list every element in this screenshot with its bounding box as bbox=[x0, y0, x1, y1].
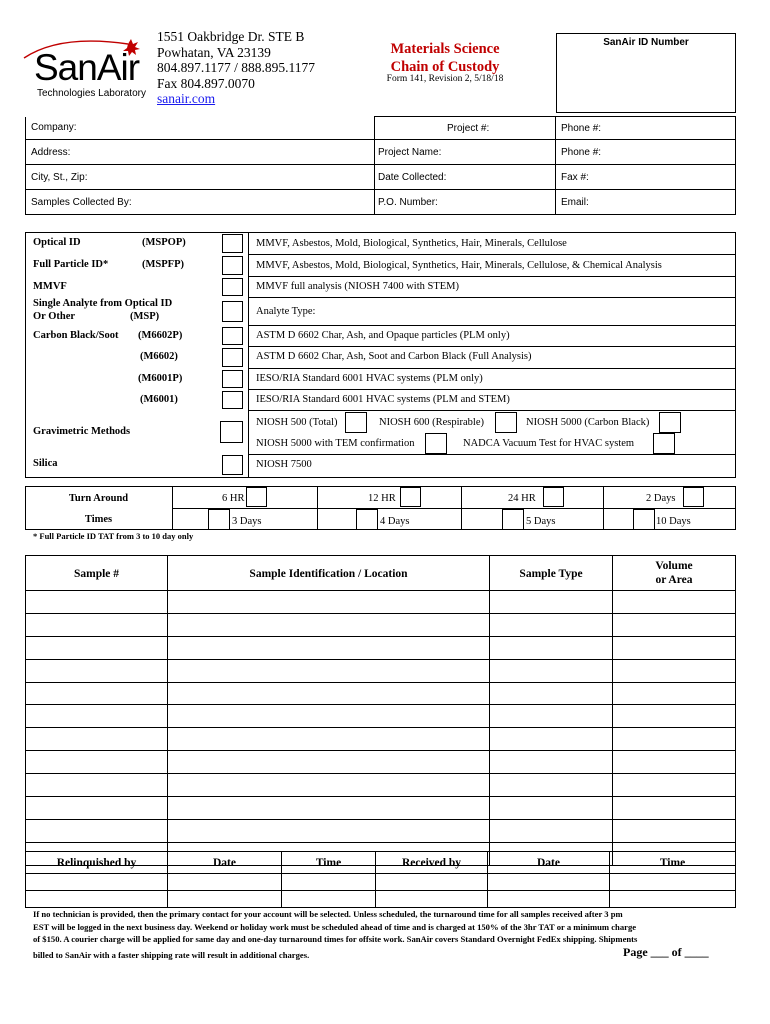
m6602p-code: (M6602P) bbox=[138, 330, 183, 341]
col-volume-line2: or Area bbox=[655, 574, 693, 586]
date1-header: Date bbox=[213, 856, 236, 869]
niosh600-label: NIOSH 600 (Respirable) bbox=[379, 417, 484, 428]
table-row[interactable] bbox=[26, 874, 736, 891]
row-line bbox=[248, 346, 736, 347]
lab-address bbox=[157, 29, 315, 107]
relinquished-by-header: Relinquished by bbox=[56, 856, 137, 869]
project-number-field[interactable]: Project #: bbox=[447, 122, 490, 134]
tat-6hr-checkbox[interactable] bbox=[246, 487, 267, 507]
tat-24hr-label: 24 HR bbox=[508, 493, 536, 504]
received-by-header: Received by bbox=[401, 856, 462, 869]
tat-3days-checkbox[interactable] bbox=[208, 509, 230, 530]
nadca-checkbox[interactable] bbox=[653, 433, 675, 454]
m6602-code: (M6602) bbox=[140, 351, 178, 362]
niosh5000tem-checkbox[interactable] bbox=[425, 433, 447, 454]
mmvf-label: MMVF bbox=[33, 281, 67, 292]
turnaround-label bbox=[25, 488, 172, 530]
mspfp-code: (MSPFP) bbox=[142, 259, 184, 270]
table-row[interactable] bbox=[26, 797, 736, 820]
nadca-label: NADCA Vacuum Test for HVAC system bbox=[463, 438, 635, 449]
footer-line1: If no technician is provided, then the primary contact for your account will be selected. Unless scheduled, the turnaround time for all samples received after 3 pm bbox=[33, 909, 623, 919]
phone-line: 804.897.1177 / 888.895.1177 bbox=[157, 60, 315, 75]
full-desc: MMVF, Asbestos, Mold, Biological, Synthetics, Hair, Minerals, Cellulose, & Chemical Analysis bbox=[256, 260, 662, 271]
tat-12hr-checkbox[interactable] bbox=[400, 487, 421, 507]
table-row[interactable] bbox=[26, 659, 736, 682]
samples-table bbox=[25, 555, 736, 866]
row-line bbox=[248, 389, 736, 390]
company-field[interactable]: Company: bbox=[31, 122, 77, 134]
mspop-code: (MSPOP) bbox=[142, 237, 186, 248]
fax-field[interactable]: Fax #: bbox=[561, 171, 589, 183]
sanair-id-box[interactable] bbox=[556, 33, 736, 113]
address-line1: 1551 Oakbridge Dr. STE B bbox=[157, 29, 305, 44]
niosh500-checkbox[interactable] bbox=[345, 412, 367, 433]
m6602-desc: ASTM D 6602 Char, Ash, Soot and Carbon Black (Full Analysis) bbox=[256, 351, 532, 362]
full-particle-checkbox[interactable] bbox=[222, 256, 243, 275]
m6001-checkbox[interactable] bbox=[222, 391, 243, 409]
row-line bbox=[248, 368, 736, 369]
optical-id-label: Optical ID bbox=[33, 237, 81, 248]
date2-header: Date bbox=[537, 856, 560, 869]
table-row[interactable] bbox=[26, 819, 736, 842]
tat-4days-checkbox[interactable] bbox=[356, 509, 378, 530]
logo-text: SanAir bbox=[34, 47, 140, 88]
tat-24hr-checkbox[interactable] bbox=[543, 487, 564, 507]
sanair-id-label: SanAir ID Number bbox=[603, 37, 689, 48]
project-name-field[interactable]: Project Name: bbox=[378, 146, 442, 158]
m6001-code: (M6001) bbox=[140, 394, 178, 405]
silica-label: Silica bbox=[33, 458, 58, 469]
m6001p-desc: IESO/RIA Standard 6001 HVAC systems (PLM only) bbox=[256, 373, 483, 384]
form-info: Form 141, Revision 2, 5/18/18 bbox=[386, 74, 504, 84]
table-row[interactable] bbox=[26, 591, 736, 614]
address-line2: Powhatan, VA 23139 bbox=[157, 44, 271, 60]
website-link[interactable]: sanair.com bbox=[157, 91, 216, 106]
table-row[interactable] bbox=[26, 751, 736, 774]
form-title bbox=[370, 40, 520, 76]
title-line1: Materials Science bbox=[390, 41, 500, 57]
date-collected-field[interactable]: Date Collected: bbox=[378, 171, 447, 183]
tat-6hr-label: 6 HR bbox=[222, 493, 245, 504]
fax-line: Fax 804.897.0070 bbox=[157, 75, 255, 91]
collected-by-field[interactable]: Samples Collected By: bbox=[31, 196, 132, 208]
footer-line4: billed to SanAir with a faster shipping rate will result in additional charges. bbox=[33, 949, 310, 960]
city-field[interactable]: City, St., Zip: bbox=[31, 171, 88, 183]
single-analyte-checkbox[interactable] bbox=[222, 301, 243, 322]
tat-4days-label: 4 Days bbox=[380, 516, 410, 527]
tat-2days-label: 2 Days bbox=[646, 493, 676, 504]
table-row[interactable] bbox=[26, 728, 736, 751]
footer-line2: EST will be logged in the next business day. Weekend or holiday work must be scheduled ahead of time and is charged at 150% of the 3hr TAT or a minimum charge bbox=[33, 921, 637, 932]
tat-5days-checkbox[interactable] bbox=[502, 509, 524, 530]
m6602-checkbox[interactable] bbox=[222, 348, 243, 367]
logo bbox=[20, 30, 150, 102]
tat-12hr-label: 12 HR bbox=[368, 493, 396, 504]
col-sample-number: Sample # bbox=[73, 568, 120, 580]
tat-3days-label: 3 Days bbox=[232, 516, 262, 527]
table-row[interactable] bbox=[26, 636, 736, 659]
msp-code: (MSP) bbox=[130, 311, 160, 322]
tat-5days-label: 5 Days bbox=[526, 516, 556, 527]
optical-desc: MMVF, Asbestos, Mold, Biological, Synthetics, Hair, Minerals, Cellulose bbox=[256, 238, 567, 249]
analysis-divider-left bbox=[248, 232, 249, 478]
footer-line3: of $150. A courier charge will be applied for same day and one-day turnaround times for offsite work. SanAir covers Standard Overnight FedEx shipping. Shipments bbox=[33, 934, 638, 944]
logo-subtext: Technologies Laboratory bbox=[37, 88, 146, 99]
niosh5000-checkbox[interactable] bbox=[659, 412, 681, 433]
row-line bbox=[248, 410, 736, 411]
tat-note: * Full Particle ID TAT from 3 to 10 day only bbox=[33, 531, 194, 541]
col-sample-type: Sample Type bbox=[519, 568, 583, 580]
po-number-field[interactable]: P.O. Number: bbox=[378, 196, 438, 208]
tat-2days-checkbox[interactable] bbox=[683, 487, 704, 507]
client-info-table bbox=[25, 116, 736, 215]
turnaround-line1: Turn Around bbox=[68, 493, 129, 504]
niosh5000tem-label: NIOSH 5000 with TEM confirmation bbox=[256, 438, 415, 449]
address-field[interactable]: Address: bbox=[31, 146, 71, 158]
m6001-desc: IESO/RIA Standard 6001 HVAC systems (PLM and STEM) bbox=[256, 394, 510, 405]
tat-10days-label: 10 Days bbox=[656, 516, 691, 527]
niosh600-checkbox[interactable] bbox=[495, 412, 517, 433]
row-line bbox=[248, 325, 736, 326]
m6602p-desc: ASTM D 6602 Char, Ash, and Opaque particles (PLM only) bbox=[256, 330, 510, 341]
gravimetric-label: Gravimetric Methods bbox=[33, 426, 131, 437]
silica-checkbox[interactable] bbox=[222, 455, 243, 475]
time1-header: Time bbox=[315, 856, 342, 869]
niosh7500-label: NIOSH 7500 bbox=[256, 459, 312, 470]
carbon-label: Carbon Black/Soot bbox=[33, 330, 119, 341]
col-sample-ident: Sample Identification / Location bbox=[249, 568, 408, 580]
m6602p-checkbox[interactable] bbox=[222, 327, 243, 345]
table-row[interactable] bbox=[26, 891, 736, 908]
full-particle-label: Full Particle ID* bbox=[33, 259, 109, 270]
niosh5000-label: NIOSH 5000 (Carbon Black) bbox=[526, 417, 650, 428]
phone2-field[interactable]: Phone #: bbox=[561, 146, 602, 158]
row-line bbox=[248, 454, 736, 455]
relinquish-table bbox=[25, 851, 736, 908]
m6001p-code: (M6001P) bbox=[138, 373, 183, 384]
niosh500-label: NIOSH 500 (Total) bbox=[256, 417, 338, 428]
time2-header: Time bbox=[659, 856, 686, 869]
optical-id-checkbox[interactable] bbox=[222, 234, 243, 253]
table-row[interactable] bbox=[26, 774, 736, 797]
tat-10days-checkbox[interactable] bbox=[633, 509, 655, 530]
phone1-field[interactable]: Phone #: bbox=[561, 122, 602, 134]
mmvf-desc: MMVF full analysis (NIOSH 7400 with STEM) bbox=[256, 281, 460, 292]
m6001p-checkbox[interactable] bbox=[222, 370, 243, 388]
gravimetric-checkbox[interactable] bbox=[220, 421, 243, 443]
row-line bbox=[248, 297, 736, 298]
single-analyte-label: Single Analyte from Optical ID bbox=[33, 298, 173, 309]
col-volume-line1: Volume bbox=[655, 560, 693, 572]
table-row[interactable] bbox=[26, 613, 736, 636]
turnaround-line2: Times bbox=[84, 514, 113, 525]
table-row[interactable] bbox=[26, 705, 736, 728]
row-line bbox=[248, 276, 736, 277]
analyte-type-field[interactable]: Analyte Type: bbox=[256, 306, 316, 317]
title-line2: Chain of Custody bbox=[390, 59, 500, 75]
or-other-label: Or Other bbox=[33, 311, 76, 322]
email-field[interactable]: Email: bbox=[561, 196, 589, 208]
row-line bbox=[248, 254, 736, 255]
mmvf-checkbox[interactable] bbox=[222, 278, 243, 296]
table-row[interactable] bbox=[26, 682, 736, 705]
page-number: Page ___ of ____ bbox=[623, 945, 709, 959]
